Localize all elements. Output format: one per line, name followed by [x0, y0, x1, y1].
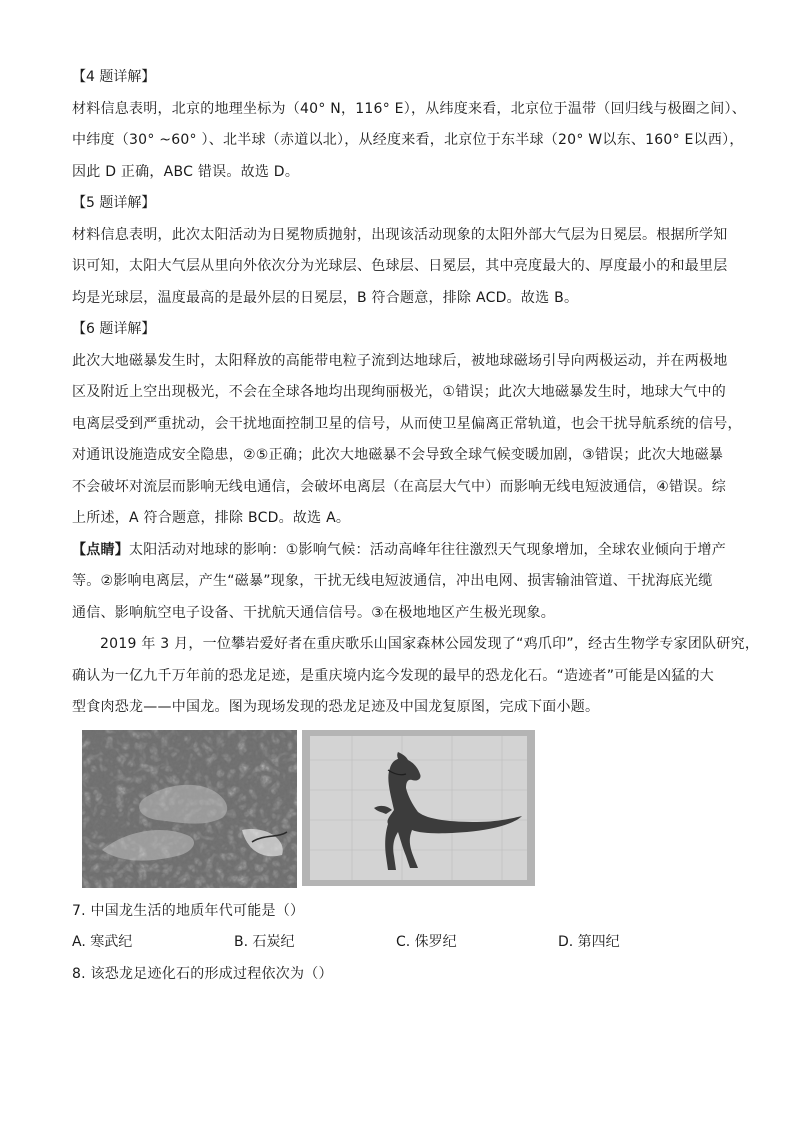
q4-line: 材料信息表明，北京的地理坐标为（40° N，116° E），从纬度来看，北京位于温带（回归线与极圈之间）、 — [72, 100, 747, 117]
q7-option-c[interactable]: C. 侏罗纪 — [396, 934, 457, 950]
q6-line: 区及附近上空出现极光，不会在全球各地均出现绚丽极光，①错误；此次大地磁暴发生时，地球大气中的 — [72, 384, 727, 400]
q5-line: 材料信息表明，此次太阳活动为日冕物质抛射，出现该活动现象的太阳外部大气层为日冕层。根据所学知 — [72, 226, 728, 243]
q7-option-b[interactable]: B. 石炭纪 — [234, 934, 295, 950]
q7-option-a[interactable]: A. 寒武纪 — [72, 934, 133, 950]
q4-line: 中纬度（30° ~60° ）、北半球（赤道以北），从经度来看，北京位于东半球（20° W以东、160° E以西）， — [72, 132, 744, 148]
q7-options — [72, 927, 732, 959]
tip-line: 通信、影响航空电子设备、干扰航天通信信号。③在极地地区产生极光现象。 — [72, 604, 556, 621]
q7-stem: 7. 中国龙生活的地质年代可能是（） — [72, 902, 305, 919]
content — [72, 62, 760, 990]
q6-line: 上所述，A 符合题意，排除 BCD。故选 A。 — [72, 510, 351, 526]
q6-line: 不会破坏对流层而影响无线电通信，会破坏电离层（在高层大气中）而影响无线电短波通信，④错误。综 — [72, 478, 727, 495]
q5-heading: 【5 题详解】 — [72, 195, 156, 211]
passage-line: 确认为一亿九千万年前的恐龙足迹，是重庆境内迄今发现的最早的恐龙化石。“造迹者”可能是凶猛的大 — [72, 667, 715, 684]
q6-line: 电离层受到严重扰动，会干扰地面控制卫星的信号，从而使卫星偏离正常轨道，也会干扰导航系统的信号， — [72, 415, 742, 432]
tip-line — [72, 535, 732, 567]
q6-line: 此次大地磁暴发生时，太阳释放的高能带电粒子流到达地球后，被地球磁场引导向两极运动，并在两极地 — [72, 352, 728, 369]
q7-option-d[interactable]: D. 第四纪 — [558, 934, 620, 950]
q6-heading: 【6 题详解】 — [72, 321, 156, 337]
passage-line: 型食肉恐龙——中国龙。图为现场发现的恐龙足迹及中国龙复原图，完成下面小题。 — [72, 699, 600, 715]
q5-line: 均是光球层，温度最高的是最外层的日冕层，B 符合题意，排除 ACD。故选 B。 — [72, 289, 579, 306]
dinosaur-illustration — [302, 730, 535, 886]
figure-row — [72, 730, 732, 896]
q4-heading: 【4 题详解】 — [72, 69, 156, 85]
q4-line: 因此 D 正确，ABC 错误。故选 D。 — [72, 163, 300, 180]
q6-line: 对通讯设施造成安全隐患，②⑤正确；此次大地磁暴不会导致全球气候变暖加剧，③错误；此次大地磁暴 — [72, 447, 724, 463]
passage-line: 2019 年 3 月，一位攀岩爱好者在重庆歌乐山国家森林公园发现了“鸡爪印”，经古生物学专家团队研究， — [100, 636, 760, 652]
tip-line: 等。②影响电离层，产生“磁暴”现象，干扰无线电短波通信，冲出电网、损害输油管道、干扰海底光缆 — [72, 573, 713, 589]
tip-heading: 【点睛】 — [72, 541, 129, 558]
q8-stem: 8. 该恐龙足迹化石的形成过程依次为（） — [72, 965, 333, 982]
tip-text: 太阳活动对地球的影响：①影响气候：活动高峰年往往激烈天气现象增加，全球农业倾向于增产 — [129, 541, 727, 558]
footprint-photo — [82, 730, 297, 888]
q5-line: 识可知，太阳大气层从里向外依次分为光球层、色球层、日冕层，其中亮度最大的、厚度最小的和最里层 — [72, 258, 728, 274]
